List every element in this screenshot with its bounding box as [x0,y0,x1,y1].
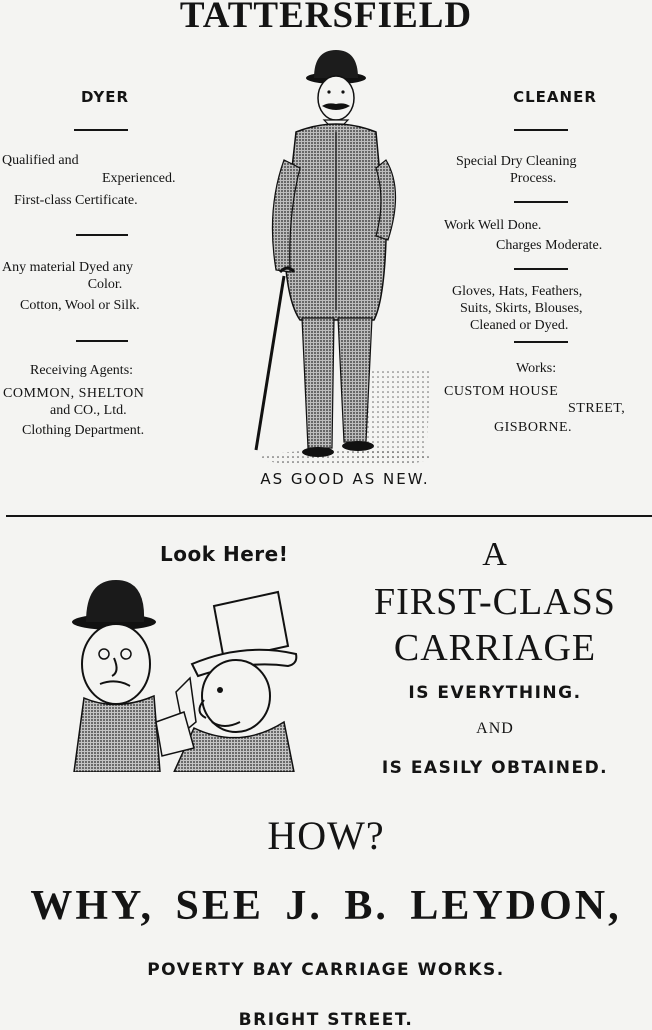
agents-line-1: Receiving Agents: [30,363,134,378]
and-line: AND [476,720,514,737]
divider [76,340,128,342]
gloves-line-1: Gloves, Hats, Feathers, [452,284,583,299]
qualified-line-2: Experienced. [102,171,176,186]
gloves-line-2: Suits, Skirts, Blouses, [460,301,583,316]
certificate-line: First-class Certificate. [14,193,138,208]
bright-street: BRIGHT STREET. [238,1010,414,1030]
man-in-bowler-hat-with-cane-icon [236,40,436,470]
agents-line-4: Clothing Department. [22,423,145,438]
carriage-works: POVERTY BAY CARRIAGE WORKS. [147,960,505,980]
works-line-3: STREET, [568,401,626,416]
speech-look-here: Look Here! [160,542,289,566]
tagline: AS GOOD AS NEW. [260,470,430,488]
works-line-1: Works: [516,361,557,376]
cleaner-heading: CLEANER [513,88,597,106]
process-line-1: Special Dry Cleaning [456,154,577,169]
headline-carriage: CARRIAGE [393,627,597,669]
headline-first-class: FIRST-CLASS [374,581,616,623]
agents-line-3: and CO., Ltd. [50,403,127,418]
why-see-leydon: WHY, SEE J. B. LEYDON, [30,883,622,929]
divider [74,129,128,131]
material-line-1: Any material Dyed any [2,260,134,275]
material-line-2: Color. [87,277,123,292]
two-gossiping-men-in-hats-icon [64,572,304,772]
ad-divider [6,515,652,517]
material-line-3: Cotton, Wool or Silk. [20,298,140,313]
divider [514,268,568,270]
process-line-2: Process. [510,171,557,186]
how-heading: HOW? [267,813,385,858]
divider [514,201,568,203]
headline-a: A [482,536,508,573]
divider [514,129,568,131]
is-everything: IS EVERYTHING. [408,683,582,703]
divider [514,341,568,343]
is-easily-obtained: IS EASILY OBTAINED. [381,758,609,778]
gloves-line-3: Cleaned or Dyed. [470,318,569,333]
works-line-4: GISBORNE. [494,420,573,435]
ad-title: TATTERSFIELD [179,0,473,36]
work-line-2: Charges Moderate. [496,238,603,253]
dyer-heading: DYER [80,88,130,106]
qualified-line-1: Qualified and [2,153,79,168]
agents-line-2: COMMON, SHELTON [3,386,145,401]
divider [76,234,128,236]
work-line-1: Work Well Done. [444,218,542,233]
works-line-2: CUSTOM HOUSE [444,384,559,399]
